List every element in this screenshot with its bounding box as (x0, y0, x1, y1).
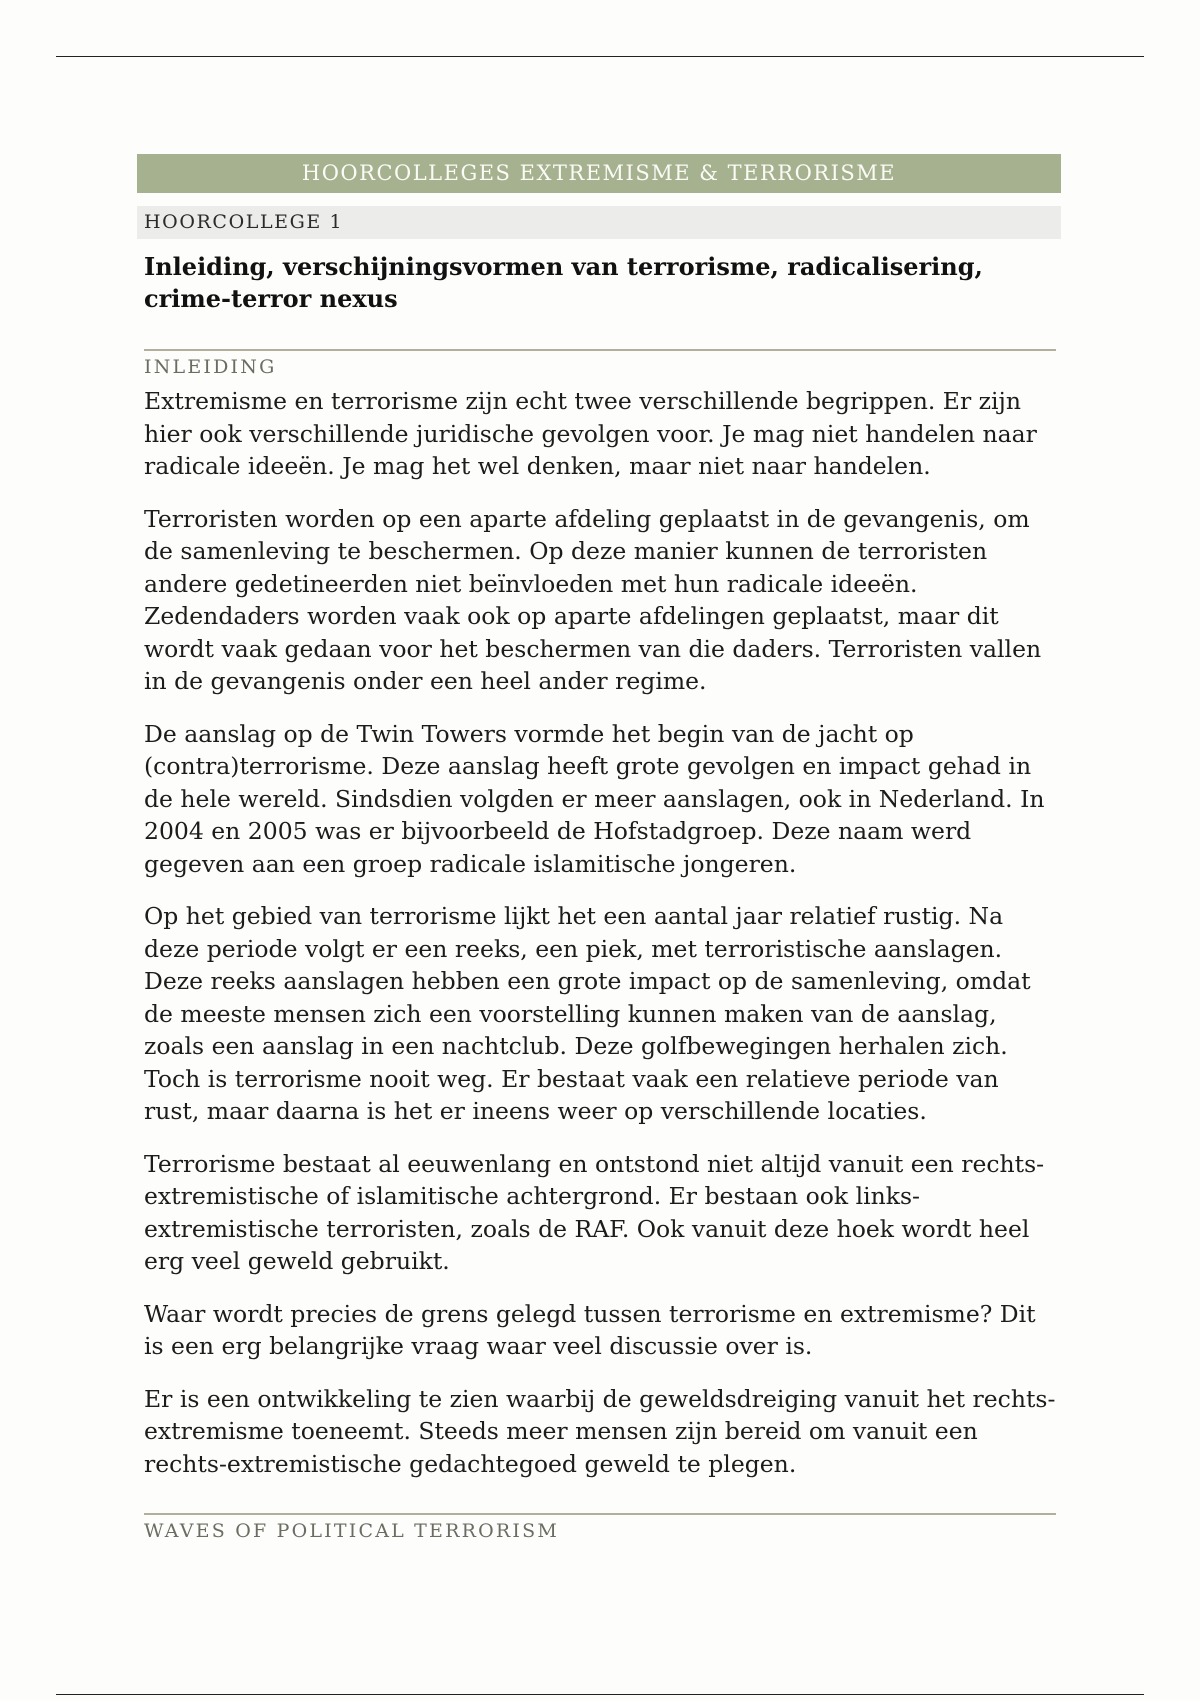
section-divider (144, 349, 1056, 351)
top-page-rule (56, 56, 1144, 57)
document-header-bar: HOORCOLLEGES EXTREMISME & TERRORISME (137, 154, 1061, 193)
section-heading: INLEIDING (144, 356, 277, 378)
paragraph: Extremisme en terrorisme zijn echt twee verschillende begrippen. Er zijn hier ook verschillende juridische gevolgen voor. Je mag niet handelen naar radicale ideeën. Je mag het wel denken, maar niet naar handelen. (144, 387, 1037, 480)
section-waves-of-political-terrorism (144, 1513, 1056, 1543)
section-divider (144, 1513, 1056, 1515)
paragraph: Terroristen worden op een aparte afdeling geplaatst in de gevangenis, om de samenleving te beschermen. Op deze manier kunnen de terroristen andere gedetineerden niet beïnvloeden met hun radicale ideeën. Zedendaders worden vaak ook op aparte afdelingen geplaatst, maar dit wordt vaak gedaan voor het beschermen van die daders. Terroristen vallen in de gevangenis onder een heel ander regime. (144, 504, 1042, 695)
paragraph: Waar wordt precies de grens gelegd tussen terrorisme en extremisme? Dit is een erg belangrijke vraag waar veel discussie over is. (144, 1299, 1036, 1360)
section-inleiding (144, 349, 1056, 1480)
paragraph: Er is een ontwikkeling te zien waarbij de geweldsdreiging vanuit het rechts-extremisme toeneemt. Steeds meer mensen zijn bereid om vanuit een rechts-extremistische gedachtegoed geweld te plegen. (144, 1384, 1056, 1478)
lecture-title: Inleiding, verschijningsvormen van terrorisme, radicalisering, crime-terror nexus (144, 252, 983, 313)
section-heading: WAVES OF POLITICAL TERRORISM (144, 1520, 559, 1542)
paragraph: Terrorisme bestaat al eeuwenlang en ontstond niet altijd vanuit een rechts-extremistische of islamitische achtergrond. Er bestaan ook links-extremistische terroristen, zoals de RAF. Ook vanuit deze hoek wordt heel erg veel geweld gebruikt. (144, 1149, 1045, 1275)
document-content (137, 154, 1061, 1543)
paragraph: De aanslag op de Twin Towers vormde het begin van de jacht op (contra)terrorisme. Deze aanslag heeft grote gevolgen en impact gehad in de hele wereld. Sindsdien volgden er meer aanslagen, ook in Nederland. In 2004 en 2005 was er bijvoorbeeld de Hofstadgroep. Deze naam werd gegeven aan een groep radicale islamitische jongeren. (144, 719, 1045, 878)
paragraph: Op het gebied van terrorisme lijkt het een aantal jaar relatief rustig. Na deze periode volgt er een reeks, een piek, met terroristische aanslagen. Deze reeks aanslagen hebben een grote impact op de samenleving, omdat de meeste mensen zich een voorstelling kunnen maken van de aanslag, zoals een aanslag in een nachtclub. Deze golfbewegingen herhalen zich. Toch is terrorisme nooit weg. Er bestaat vaak een relatieve periode van rust, maar daarna is het er ineens weer op verschillende locaties. (144, 902, 1031, 1125)
lecture-label: HOORCOLLEGE 1 (137, 206, 1061, 239)
bottom-page-rule (56, 1694, 1144, 1695)
